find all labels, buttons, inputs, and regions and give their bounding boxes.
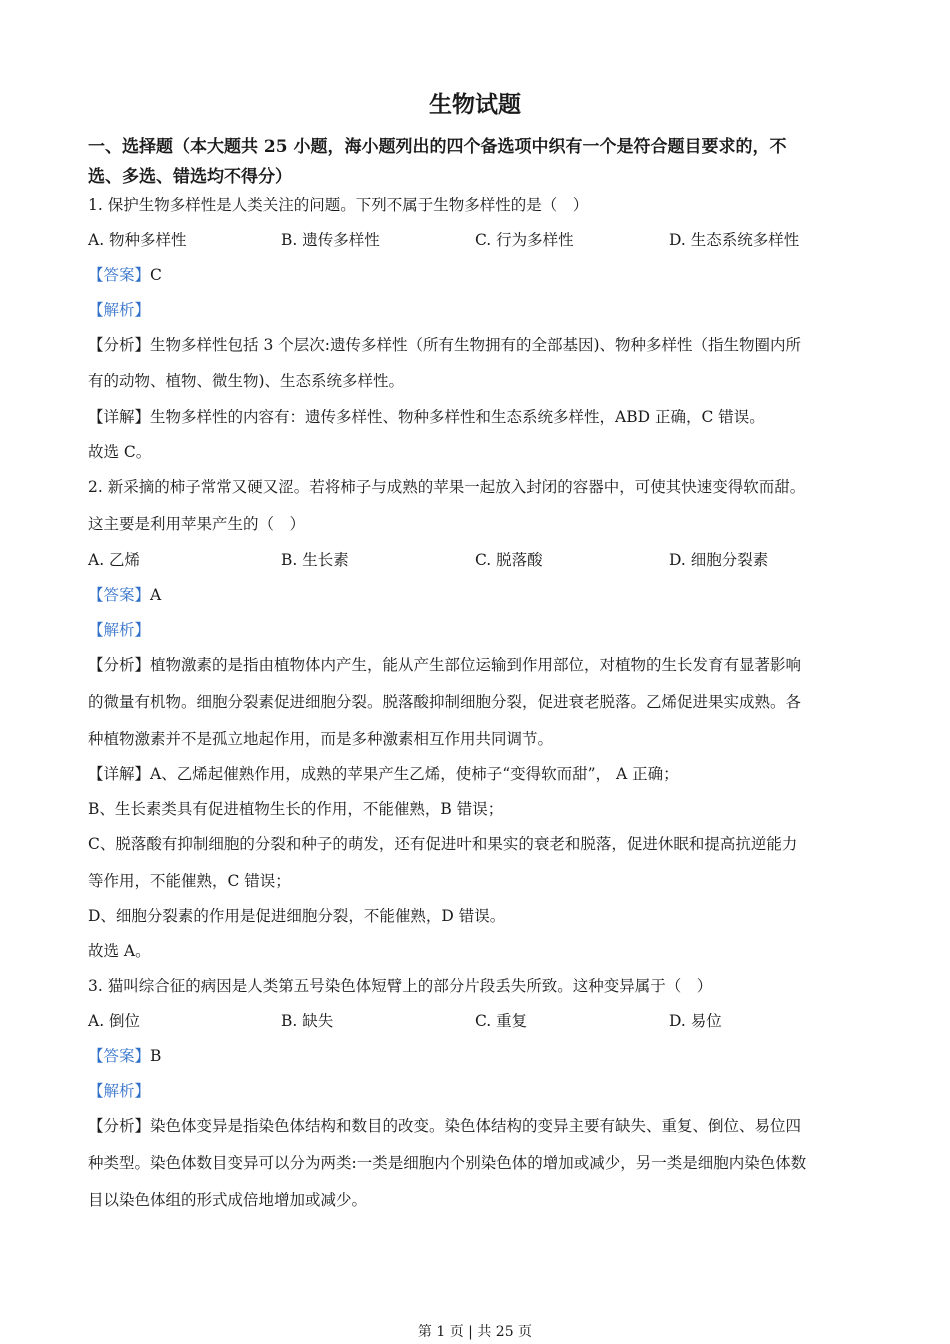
q2-option-c: C. 脱落酸 <box>475 551 543 569</box>
q2-answer <box>88 584 878 606</box>
fenxi-text: 生物多样性包括 3 个层次:遗传多样性（所有生物拥有的全部基因)、物种多样性（指生物圈内所 <box>150 336 802 354</box>
q1-option-a: A. 物种多样性 <box>88 231 187 249</box>
page-footer: 第 1 页 | 共 25 页 <box>417 1324 533 1340</box>
answer-value: C <box>150 266 162 284</box>
q3-fenxi-cont: 目以染色体组的形式成倍地增加或减少。 <box>88 1191 368 1209</box>
q2-option-a: A. 乙烯 <box>88 551 141 569</box>
fenxi-tag: 【分析】 <box>88 336 151 354</box>
q2-xiangjie <box>88 763 878 785</box>
q2-option-b: B. 生长素 <box>281 551 349 569</box>
q2-analysis-heading <box>88 619 878 641</box>
answer-tag: 【答案】 <box>88 1047 151 1065</box>
q2-option-d: D. 细胞分裂素 <box>669 551 769 569</box>
q3-option-c: C. 重复 <box>475 1012 528 1030</box>
q1-option-b: B. 遗传多样性 <box>281 231 380 249</box>
q2-fenxi-cont: 的微量有机物。细胞分裂素促进细胞分裂。脱落酸抑制细胞分裂，促进衰老脱落。乙烯促进果实成熟。各 <box>88 693 802 711</box>
q1-xiangjie <box>88 406 878 428</box>
q3-fenxi <box>88 1115 878 1137</box>
analysis-tag: 【解析】 <box>88 1082 151 1100</box>
q1-conclusion: 故选 C。 <box>88 443 152 461</box>
q1-option-d: D. 生态系统多样性 <box>669 231 800 249</box>
answer-tag: 【答案】 <box>88 586 151 604</box>
q3-answer <box>88 1045 878 1067</box>
q3-option-b: B. 缺失 <box>281 1012 334 1030</box>
analysis-tag: 【解析】 <box>88 301 151 319</box>
q1-answer <box>88 264 878 286</box>
q1-fenxi <box>88 334 878 356</box>
q3-analysis-heading <box>88 1080 878 1102</box>
q1-analysis-heading <box>88 299 878 321</box>
xiangjie-text: A、乙烯起催熟作用，成熟的苹果产生乙烯，使柿子“变得软而甜”， A 正确； <box>150 765 679 783</box>
section-heading-line: 一、选择题（本大题共 25 小题，海小题列出的四个备选项中织有一个是符合题目要求的，不 <box>88 137 787 157</box>
q1-option-c: C. 行为多样性 <box>475 231 574 249</box>
section-heading <box>88 132 868 192</box>
q3-option-d: D. 易位 <box>669 1012 722 1030</box>
q3-fenxi-cont: 种类型。染色体数目变异可以分为两类:一类是细胞内个别染色体的增加或减少，另一类是细胞内染色体数 <box>88 1154 807 1172</box>
section-heading-line: 选、多选、错选均不得分） <box>88 167 292 187</box>
question-3-stem: 3. 猫叫综合征的病因是人类第五号染色体短臂上的部分片段丢失所致。这种变异属于（ ） <box>88 977 713 995</box>
question-2-stem-cont: 这主要是利用苹果产生的（ ） <box>88 515 306 533</box>
question-1-stem: 1. 保护生物多样性是人类关注的问题。下列不属于生物多样性的是（ ） <box>88 196 589 214</box>
answer-value: A <box>150 586 162 604</box>
fenxi-tag: 【分析】 <box>88 1117 151 1135</box>
question-2-stem: 2. 新采摘的柿子常常又硬又涩。若将柿子与成熟的苹果一起放入封闭的容器中，可使其快速变得软而甜。 <box>88 478 806 496</box>
answer-value: B <box>150 1047 162 1065</box>
q2-option-c-explanation-cont: 等作用，不能催熟，C 错误； <box>88 872 291 890</box>
analysis-tag: 【解析】 <box>88 621 151 639</box>
fenxi-text: 植物激素的是指由植物体内产生，能从产生部位运输到作用部位，对植物的生长发育有显著影响 <box>150 656 802 674</box>
xiangjie-text: 生物多样性的内容有：遗传多样性、物种多样性和生态系统多样性，ABD 正确，C 错误。 <box>150 408 765 426</box>
q2-option-c-explanation: C、脱落酸有抑制细胞的分裂和种子的萌发，还有促进叶和果实的衰老和脱落，促进休眠和提高抗逆能力 <box>88 835 798 853</box>
q3-option-a: A. 倒位 <box>88 1012 141 1030</box>
q2-fenxi <box>88 654 878 676</box>
fenxi-tag: 【分析】 <box>88 656 151 674</box>
fenxi-text: 染色体变异是指染色体结构和数目的改变。染色体结构的变异主要有缺失、重复、倒位、易位四 <box>150 1117 802 1135</box>
q1-fenxi-cont: 有的动物、植物、微生物)、生态系统多样性。 <box>88 372 405 390</box>
xiangjie-tag: 【详解】 <box>88 408 151 426</box>
answer-tag: 【答案】 <box>88 266 151 284</box>
q2-conclusion: 故选 A。 <box>88 942 151 960</box>
page-title: 生物试题 <box>429 91 521 118</box>
q2-fenxi-cont: 种植物激素并不是孤立地起作用，而是多种激素相互作用共同调节。 <box>88 730 554 748</box>
xiangjie-tag: 【详解】 <box>88 765 151 783</box>
q2-option-d-explanation: D、细胞分裂素的作用是促进细胞分裂，不能催熟，D 错误。 <box>88 907 506 925</box>
q2-option-b-explanation: B、生长素类具有促进植物生长的作用，不能催熟，B 错误； <box>88 800 504 818</box>
